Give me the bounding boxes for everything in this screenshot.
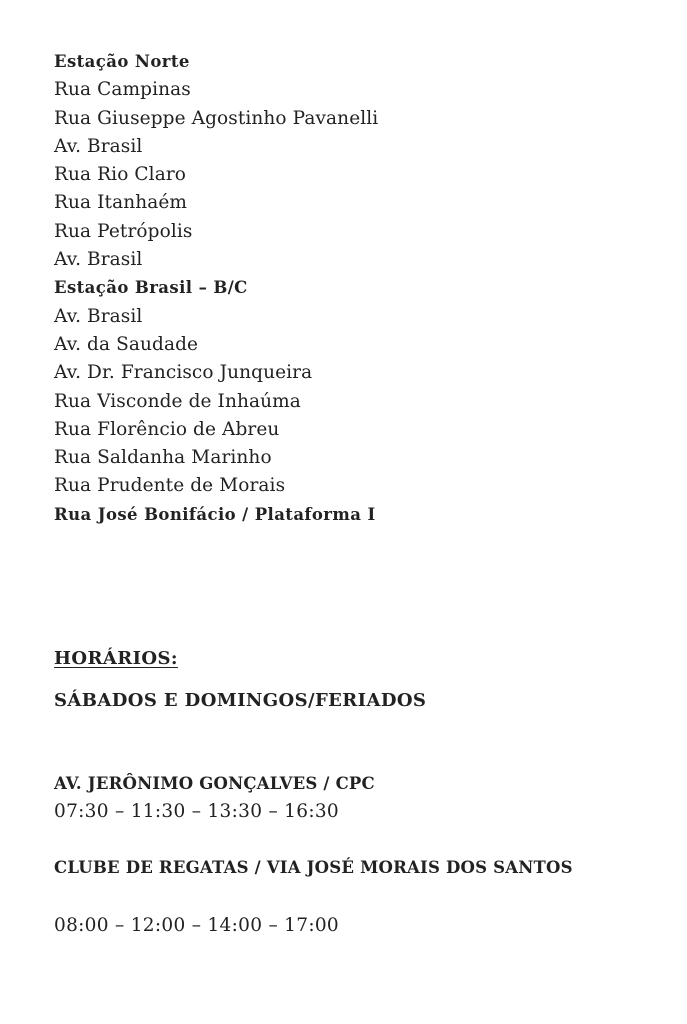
schedule-block-title: AV. JERÔNIMO GONÇALVES / CPC	[54, 774, 375, 793]
route-station-item: Rua José Bonifácio / Plataforma I	[54, 504, 376, 524]
route-street-item: Av. Brasil	[54, 249, 143, 271]
route-station-item: Estação Brasil – B/C	[54, 278, 248, 298]
schedule-block-times: 07:30 – 11:30 – 13:30 – 16:30	[54, 801, 339, 822]
route-street-item: Av. Brasil	[54, 135, 143, 157]
route-street-item: Rua Florêncio de Abreu	[54, 418, 280, 440]
route-street-item: Av. da Saudade	[54, 333, 199, 355]
route-street-item: Rua Visconde de Inhaúma	[54, 390, 301, 412]
schedule-days-heading: SÁBADOS E DOMINGOS/FERIADOS	[54, 690, 427, 711]
route-street-item: Rua Petrópolis	[54, 220, 193, 242]
route-street-item: Rua Saldanha Marinho	[54, 447, 272, 469]
route-street-item: Rua Rio Claro	[54, 164, 187, 186]
schedule-block-times: 08:00 – 12:00 – 14:00 – 17:00	[54, 915, 339, 936]
route-street-item: Rua Giuseppe Agostinho Pavanelli	[54, 107, 379, 129]
route-street-item: Rua Itanhaém	[54, 192, 188, 214]
route-station-item: Estação Norte	[54, 52, 190, 71]
route-stop-list	[54, 48, 378, 529]
route-street-item: Av. Dr. Francisco Junqueira	[54, 362, 313, 384]
route-street-item: Av. Brasil	[54, 305, 143, 327]
route-street-item: Rua Prudente de Morais	[54, 475, 286, 497]
route-street-item: Rua Campinas	[54, 79, 191, 101]
schedule-block-title: CLUBE DE REGATAS / VIA JOSÉ MORAIS DOS SANTOS	[54, 858, 573, 877]
schedule-heading: HORÁRIOS:	[54, 648, 178, 669]
